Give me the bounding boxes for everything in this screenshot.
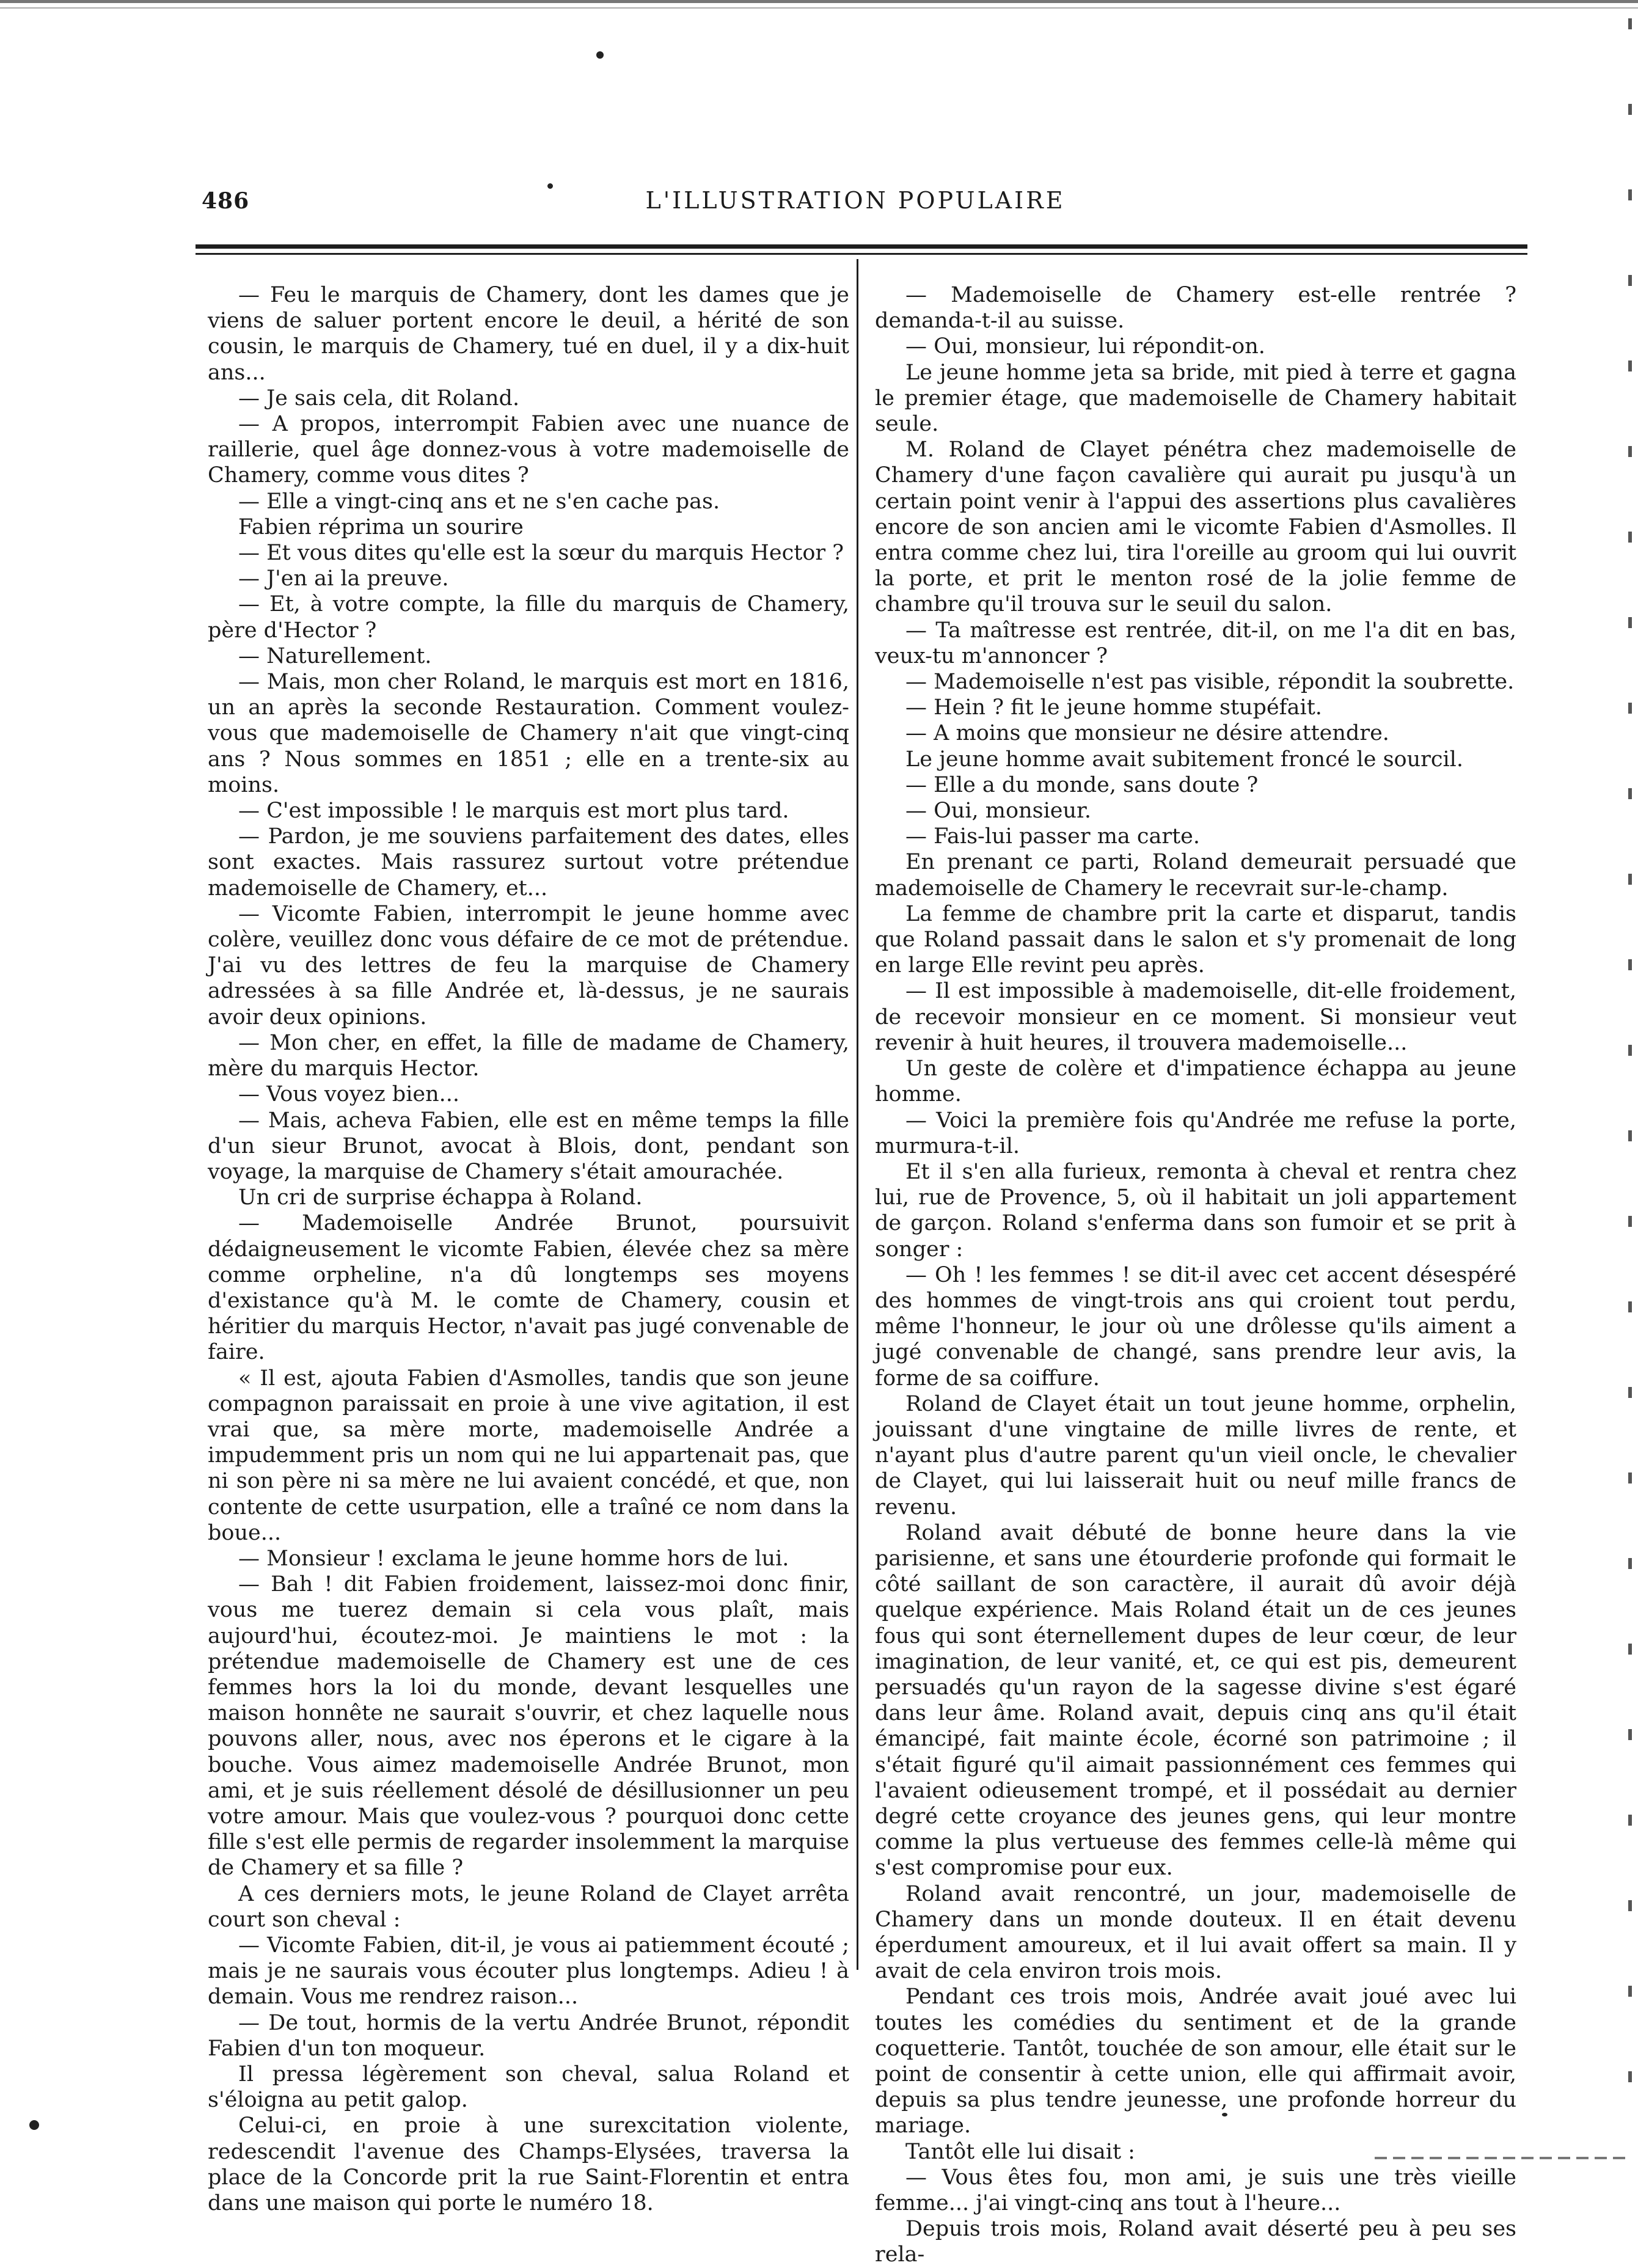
paragraph: — Hein ? fit le jeune homme stupéfait.	[905, 695, 1322, 720]
paragraph: « Il est, ajouta Fabien d'Asmolles, tandis que son jeune compagnon paraissait en proie à une vive agitation, il est vrai que, sa mère morte, mademoiselle Andrée a impudemment pris un nom qui ne lui appartenait pas, que ni son père ni sa mère ne lui avaient concédé, et que, non contente de cette usurpation, elle a traîné ce nom dans la boue...	[208, 1366, 849, 1545]
paragraph: — C'est impossible ! le marquis est mort plus tard.	[238, 799, 789, 824]
paragraph: — Mademoiselle Andrée Brunot, poursuivit dédaigneusement le vicomte Fabien, élevée chez sa mère comme orpheline, n'a dû longtemps ses moyens d'existance qu'à M. le comte de Chamery, cousin et héritier du marquis Hector, n'avait pas jugé convenable de faire.	[208, 1211, 849, 1365]
paragraph: — Oh ! les femmes ! se dit-il avec cet accent désespéré des hommes de vingt-trois ans qui croient tout perdu, même l'honneur, le jour où une drôlesse qu'ils aiment a jugé convenable de changé, sans prendre leur avis, la forme de sa coiffure.	[875, 1262, 1516, 1391]
paragraph: — Vicomte Fabien, dit-il, je vous ai patiemment écouté ; mais je ne saurais vous écouter plus longtemps. Adieu ! à demain. Vous me rendrez raison...	[208, 1933, 849, 2010]
paragraph: Un geste de colère et d'impatience échappa au jeune homme.	[875, 1056, 1516, 1107]
paragraph: — A propos, interrompit Fabien avec une nuance de raillerie, quel âge donnez-vous à votre mademoiselle de Chamery, comme vous dites ?	[208, 412, 849, 488]
paragraph: Fabien réprima un sourire	[238, 514, 524, 540]
paragraph: En prenant ce parti, Roland demeurait persuadé que mademoiselle de Chamery le recevrait sur-le-champ.	[875, 850, 1516, 901]
paragraph: — Vous êtes fou, mon ami, je suis une très vieille femme... j'ai vingt-cinq ans tout à l'heure...	[875, 2165, 1516, 2216]
paragraph: Roland de Clayet était un tout jeune homme, orphelin, jouissant d'une vingtaine de mille livres de rente, et n'ayant plus d'autre parent qu'un vieil oncle, le chevalier de Clayet, qui lui laisserait huit ou neuf mille francs de revenu.	[875, 1391, 1516, 1520]
paragraph: — Mademoiselle de Chamery est-elle rentrée ? demanda-t-il au suisse.	[875, 283, 1516, 334]
paragraph: — Mais, mon cher Roland, le marquis est mort en 1816, un an après la seconde Restauration. Comment voulez-vous que mademoiselle de Chamery n'ait que vingt-cinq ans ? Nous sommes en 1851 ; elle en a trente-six au moins.	[208, 670, 849, 797]
paragraph: Et il s'en alla furieux, remonta à cheval et rentra chez lui, rue de Provence, 5, où il habitait un joli appartement de garçon. Roland s'enferma dans son fumoir et se prit à songer :	[875, 1159, 1516, 1262]
paragraph: M. Roland de Clayet pénétra chez mademoiselle de Chamery d'une façon cavalière qui aurait pu jusqu'à un certain point venir à l'appui des assertions plus cavalières encore de son ancien ami le vicomte Fabien d'Asmolles. Il entra comme chez lui, tira l'oreille au groom qui lui ouvrit la porte, et prit le menton rosé de la jolie femme de chambre qu'il trouva sur le seuil du salon.	[875, 437, 1516, 617]
paragraph: Le jeune homme avait subitement froncé le sourcil.	[905, 747, 1463, 772]
paragraph: — Et vous dites qu'elle est la sœur du marquis Hector ?	[238, 541, 844, 566]
page-number: 486	[202, 188, 250, 214]
paragraph: — Mon cher, en effet, la fille de madame de Chamery, mère du marquis Hector.	[208, 1030, 849, 1081]
page-header	[196, 183, 1515, 220]
paragraph: Depuis trois mois, Roland avait déserté peu à peu ses rela-	[875, 2217, 1516, 2267]
scan-edge-top	[0, 0, 1638, 18]
paragraph: A ces derniers mots, le jeune Roland de Clayet arrêta court son cheval :	[208, 1881, 849, 1932]
column-divider	[857, 259, 858, 1970]
paragraph: — Il est impossible à mademoiselle, dit-elle froidement, de recevoir monsieur en ce moment. Si monsieur veut revenir à huit heures, il trouvera mademoiselle...	[875, 979, 1516, 1055]
paragraph: — Et, à votre compte, la fille du marquis de Chamery, père d'Hector ?	[208, 592, 849, 643]
paragraph: Celui-ci, en proie à une surexcitation violente, redescendit l'avenue des Champs-Elysées, traversa la place de la Concorde prit la rue Saint-Florentin et entra dans une maison qui porte le numéro 18.	[208, 2113, 849, 2216]
paragraph: Il pressa légèrement son cheval, salua Roland et s'éloigna au petit galop.	[208, 2062, 849, 2113]
paragraph: La femme de chambre prit la carte et disparut, tandis que Roland passait dans le salon et s'y promenait de long en large Elle revint peu après.	[875, 901, 1516, 978]
paragraph: — Pardon, je me souviens parfaitement des dates, elles sont exactes. Mais rassurez surtout votre prétendue mademoiselle de Chamery, et...	[208, 824, 849, 901]
paragraph: — De tout, hormis de la vertu Andrée Brunot, répondit Fabien d'un ton moqueur.	[208, 2010, 849, 2061]
paragraph: — Naturellement.	[238, 643, 432, 668]
paragraph: — J'en ai la preuve.	[238, 566, 449, 591]
paragraph: — Bah ! dit Fabien froidement, laissez-moi donc finir, vous me tuerez demain si cela vous plaît, mais aujourd'hui, écoutez-moi. Je maintiens le mot : la prétendue mademoiselle de Chamery est une de ces femmes hors la loi du monde, devant lesquelles une maison honnête ne saurait s'ouvrir, et chez laquelle nous pouvons aller, nous, avec nos éperons et le cigare à la bouche. Vous aimez mademoiselle Andrée Brunot, mon ami, et je suis réellement désolé de désillusionner un peu votre amour. Mais que voulez-vous ? pourquoi donc cette fille s'est elle permis de regarder insolemment la marquise de Chamery et sa fille ?	[208, 1572, 849, 1881]
paragraph: — Elle a vingt-cinq ans et ne s'en cache pas.	[238, 489, 720, 514]
paragraph: Pendant ces trois mois, Andrée avait joué avec lui toutes les comédies du sentiment et de la grande coquetterie. Tantôt, touchée de son amour, elle était sur le point de consentir à cette union, elle qui affirmait avoir, depuis sa plus tendre jeunesse, une profonde horreur du mariage.	[875, 1984, 1516, 2138]
ink-speck	[29, 2120, 39, 2130]
paragraph: — Oui, monsieur, lui répondit-on.	[905, 334, 1265, 359]
paragraph: Roland avait rencontré, un jour, mademoiselle de Chamery dans un monde douteux. Il en était devenu éperdument amoureux, et il lui avait offert sa main. Il y avait de cela environ trois mois.	[875, 1881, 1516, 1984]
paragraph: — Elle a du monde, sans doute ?	[905, 772, 1259, 797]
header-rule-thin	[196, 253, 1527, 255]
ink-speck	[596, 51, 604, 59]
paragraph: Roland avait débuté de bonne heure dans la vie parisienne, et sans une étourderie profonde qui formait le côté saillant de son caractère, il aurait dû avoir déjà quelque expérience. Mais Roland était un de ces jeunes fous qui sont éternellement dupes de leur cœur, de leur imagination, de leur vanité, et, ce qui est pis, demeurent persuadés qu'un rayon de la sagesse divine s'est égaré dans leur âme. Roland avait, depuis cinq ans qu'il était émancipé, fait mainte école, écorné son patrimoine ; il s'était figuré qu'il aimait passionnément ces femmes qui l'avaient odieusement trompé, et il possédait au dernier degré cette croyance des jeunes gens, qui leur montre comme la plus vertueuse des femmes celle-là même qui s'est compromise pour eux.	[875, 1520, 1516, 1881]
paragraph: — Mais, acheva Fabien, elle est en même temps la fille d'un sieur Brunot, avocat à Blois, dont, pendant son voyage, la marquise de Chamery s'était amourachée.	[208, 1108, 849, 1184]
text-column-right	[875, 282, 1516, 2268]
paragraph: Le jeune homme jeta sa bride, mit pied à terre et gagna le premier étage, que mademoiselle de Chamery habitait seule.	[875, 360, 1516, 437]
journal-title: L'ILLUSTRATION POPULAIRE	[645, 187, 1066, 214]
scan-edge-right	[1628, 18, 1632, 2145]
text-column-left	[208, 282, 849, 2216]
paragraph: — Fais-lui passer ma carte.	[905, 824, 1200, 849]
paragraph: — Vous voyez bien...	[238, 1082, 460, 1107]
paragraph: Tantôt elle lui disait :	[905, 2139, 1135, 2164]
paragraph: Un cri de surprise échappa à Roland.	[238, 1185, 643, 1210]
paragraph: — Oui, monsieur.	[905, 799, 1092, 824]
paragraph: — Voici la première fois qu'Andrée me refuse la porte, murmura-t-il.	[875, 1108, 1516, 1158]
paragraph: — Mademoiselle n'est pas visible, répondit la soubrette.	[905, 670, 1515, 695]
paragraph: — Vicomte Fabien, interrompit le jeune homme avec colère, veuillez donc vous défaire de ce mot de prétendue. J'ai vu des lettres de feu la marquise de Chamery adressées à sa fille Andrée et, là-dessus, je ne saurais avoir deux opinions.	[208, 901, 849, 1030]
header-rule-thick	[196, 244, 1527, 249]
paragraph: — A moins que monsieur ne désire attendre.	[905, 721, 1389, 746]
paragraph: — Ta maîtresse est rentrée, dit-il, on me l'a dit en bas, veux-tu m'annoncer ?	[875, 618, 1516, 668]
paragraph: — Monsieur ! exclama le jeune homme hors de lui.	[238, 1546, 789, 1571]
paragraph: — Je sais cela, dit Roland.	[238, 386, 520, 411]
paragraph: — Feu le marquis de Chamery, dont les dames que je viens de saluer portent encore le deuil, a hérité de son cousin, le marquis de Chamery, tué en duel, il y a dix-huit ans...	[208, 283, 849, 385]
